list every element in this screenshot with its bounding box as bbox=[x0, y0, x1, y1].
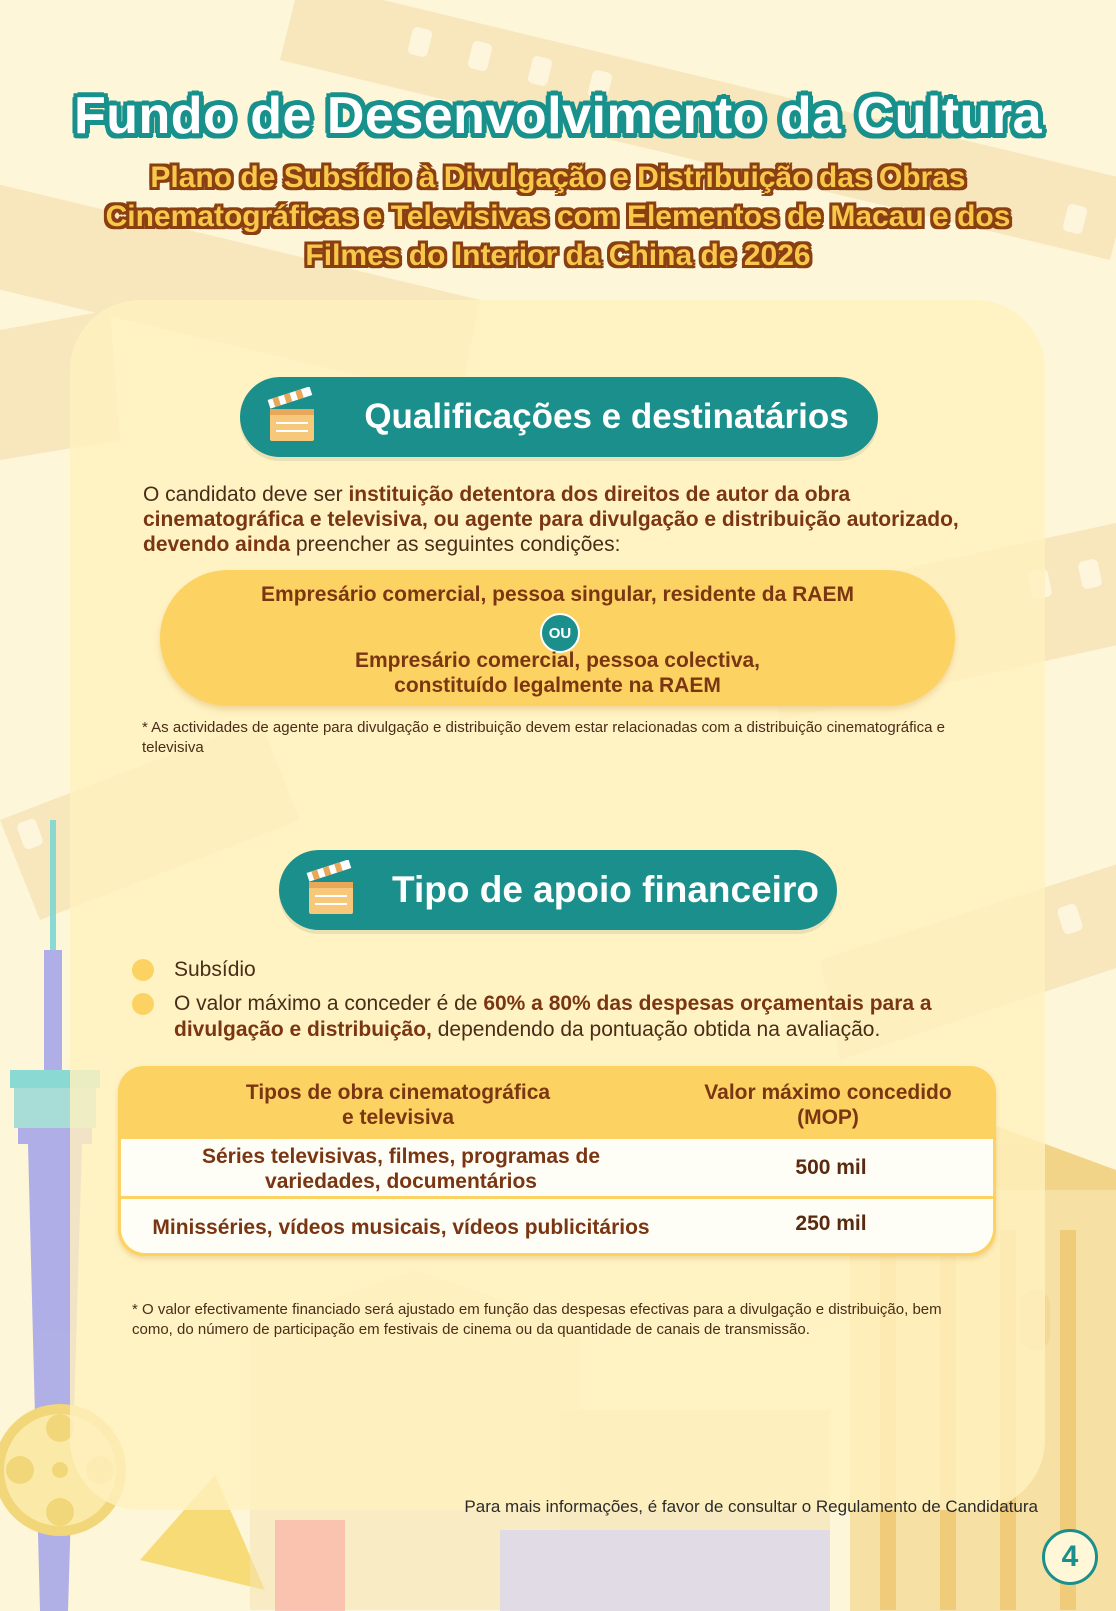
bullet-dot-icon bbox=[132, 993, 154, 1015]
bullet-text: dependendo da pontuação obtida na avaliação. bbox=[431, 1018, 881, 1041]
cell-line: Séries televisivas, filmes, programas de bbox=[201, 1145, 601, 1168]
column-header-max-value bbox=[678, 1080, 978, 1130]
intro-text: O candidato deve ser bbox=[143, 483, 349, 506]
clapperboard-icon bbox=[266, 387, 316, 443]
condition-individual: Empresário comercial, pessoa singular, residente da RAEM bbox=[261, 583, 854, 606]
bullet-bold-text: 60% a 80% das despesas orçamentais para a divulgação e distribuição, bbox=[174, 992, 932, 1041]
page-subtitle bbox=[60, 158, 1056, 275]
section-heading-qualifications bbox=[240, 377, 878, 457]
header-line: (MOP) bbox=[797, 1106, 859, 1129]
header-line: Tipos de obra cinematográfica bbox=[245, 1081, 551, 1104]
bullet-item bbox=[132, 991, 1012, 1043]
condition-company-line: Empresário comercial, pessoa colectiva, bbox=[354, 649, 761, 672]
column-header-work-type bbox=[158, 1080, 638, 1130]
max-value-cell: 250 mil bbox=[795, 1212, 867, 1235]
section-heading-text: Tipo de apoio financeiro bbox=[392, 869, 819, 910]
condition-company-line: constituído legalmente na RAEM bbox=[394, 674, 721, 697]
section-heading-text: Qualificações e destinatários bbox=[364, 397, 849, 436]
page-number: 4 bbox=[1042, 1529, 1098, 1585]
intro-bold-text: instituição detentora dos direitos de autor da obra cinematográfica e televisiva, ou agente para divulgação e distribuição autorizado, bbox=[143, 483, 959, 531]
eligibility-intro bbox=[143, 482, 973, 557]
condition-company bbox=[160, 648, 955, 698]
table-row bbox=[121, 1199, 993, 1253]
footer-info: Para mais informações, é favor de consultar o Regulamento de Candidatura bbox=[464, 1497, 1038, 1516]
agent-note: * As actividades de agente para divulgação e distribuição devem estar relacionadas com a distribuição cinematográfica e televisiva bbox=[142, 719, 945, 756]
bullet-item bbox=[132, 957, 1012, 983]
intro-text: preencher as seguintes condições: bbox=[290, 533, 621, 556]
clapperboard-icon bbox=[305, 860, 355, 916]
cell-line: variedades, documentários bbox=[265, 1170, 537, 1193]
bullet-text: Subsídio bbox=[174, 958, 256, 981]
support-bullet-list bbox=[132, 957, 1012, 1051]
table-header bbox=[118, 1066, 996, 1139]
or-badge: OU bbox=[540, 613, 580, 653]
bullet-text: O valor máximo a conceder é de bbox=[174, 992, 484, 1015]
header-line: Valor máximo concedido bbox=[704, 1081, 952, 1104]
section-heading-financial-support bbox=[279, 850, 837, 930]
subtitle-line: Plano de Subsídio à Divulgação e Distribuição das Obras bbox=[150, 161, 966, 194]
max-value-cell: 500 mil bbox=[795, 1156, 867, 1179]
page-title: Fundo de Desenvolvimento da Cultura bbox=[73, 87, 1043, 145]
bullet-dot-icon bbox=[132, 959, 154, 981]
table-row bbox=[121, 1139, 993, 1196]
conditions-box bbox=[160, 570, 955, 706]
work-type-cell: Minisséries, vídeos musicais, vídeos publicitários bbox=[152, 1216, 650, 1239]
work-type-cell bbox=[151, 1144, 651, 1194]
intro-bold-text: devendo ainda bbox=[143, 533, 291, 556]
header-line: e televisiva bbox=[341, 1106, 455, 1129]
subtitle-line: Cinematográficas e Televisivas com Elementos de Macau e dos bbox=[105, 200, 1011, 233]
subtitle-line: Filmes do Interior da China de 2026 bbox=[305, 239, 811, 272]
funding-table bbox=[118, 1066, 996, 1256]
funding-note: * O valor efectivamente financiado será ajustado em função das despesas efectivas para a divulgação e distribuição, bem como, do número de participação em festivais de cinema ou da quantidade de canais de transmissão. bbox=[132, 1301, 942, 1338]
